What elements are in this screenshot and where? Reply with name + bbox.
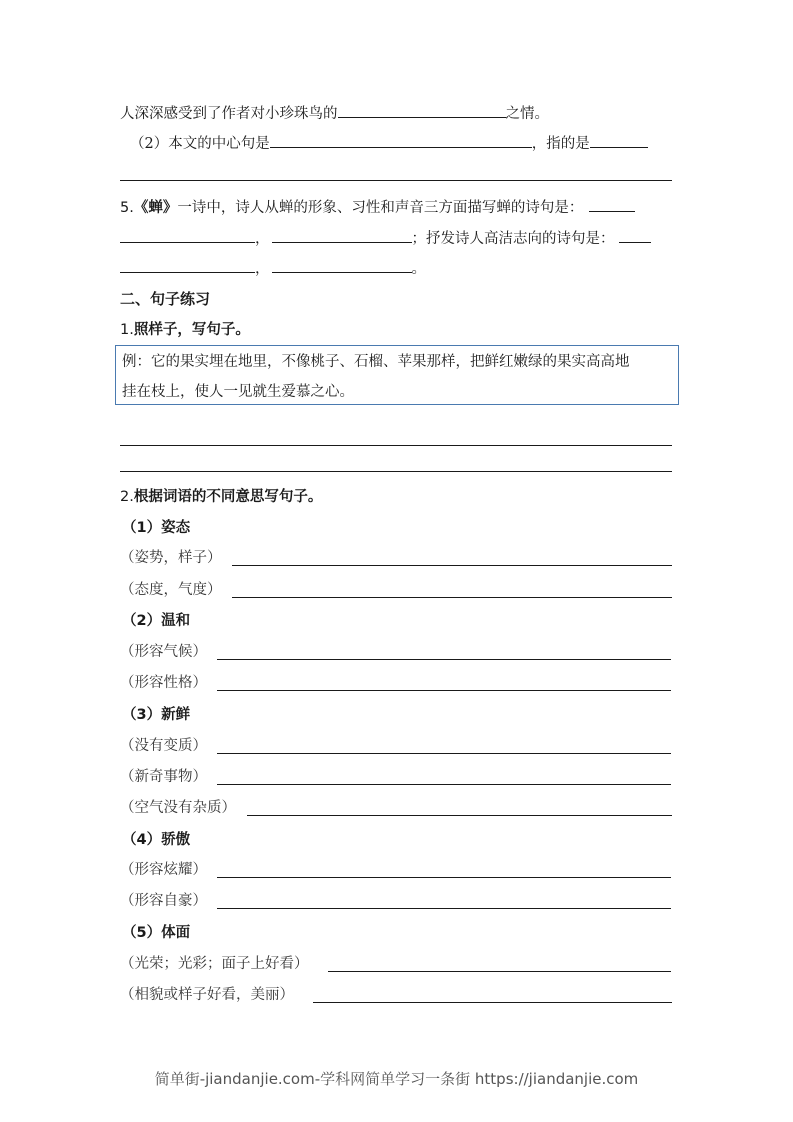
meaning-label: （相貌或样子好看，美丽） <box>120 987 294 1003</box>
answer-line[interactable] <box>217 690 671 691</box>
task2-heading <box>120 487 322 507</box>
comma: ， <box>255 231 270 247</box>
answer-blank[interactable] <box>338 103 506 118</box>
answer-blank[interactable] <box>120 258 255 273</box>
meaning-label: （形容自豪） <box>120 893 207 909</box>
answer-line[interactable] <box>120 471 672 472</box>
q4-line1-prefix: 人深深感受到了作者对小珍珠鸟的 <box>120 106 338 122</box>
answer-blank[interactable] <box>590 133 648 148</box>
answer-line[interactable] <box>217 908 671 909</box>
meaning-label: （空气没有杂质） <box>120 800 236 816</box>
example-line2: 挂在枝上，使人一见就生爱慕之心。 <box>122 384 354 400</box>
task1-heading <box>120 320 250 340</box>
q5-number: 5. <box>120 200 134 216</box>
answer-line[interactable] <box>313 1002 672 1003</box>
meaning-label: （形容性格） <box>120 675 207 691</box>
answer-line[interactable] <box>217 659 671 660</box>
answer-line[interactable] <box>217 753 671 754</box>
group-heading: （2）温和 <box>122 613 191 629</box>
answer-blank[interactable] <box>270 133 532 148</box>
example-box <box>115 345 679 405</box>
section-heading: 二、句子练习 <box>120 290 211 308</box>
q5-line2-text: ；抒发诗人高洁志向的诗句是： <box>411 231 615 247</box>
answer-blank[interactable] <box>272 258 412 273</box>
meaning-label: （姿势，样子） <box>120 550 222 566</box>
answer-line[interactable] <box>120 180 672 181</box>
answer-blank[interactable] <box>272 228 412 243</box>
task2-title: 根据词语的不同意思写句子。 <box>133 489 323 505</box>
answer-line[interactable] <box>232 565 672 566</box>
q4-line1-suffix: 之情。 <box>505 106 549 122</box>
q5-line2 <box>120 228 651 249</box>
answer-line[interactable] <box>217 877 671 878</box>
answer-line[interactable] <box>120 445 672 446</box>
meaning-label: （形容炫耀） <box>120 862 207 878</box>
q5-line3 <box>120 258 426 279</box>
answer-blank[interactable] <box>589 197 635 212</box>
answer-line[interactable] <box>232 597 672 598</box>
group-heading: （5）体面 <box>122 925 191 941</box>
answer-blank[interactable] <box>120 228 255 243</box>
comma: ， <box>255 261 270 277</box>
meaning-label: （态度，气度） <box>120 582 222 598</box>
group-heading: （3）新鲜 <box>122 707 191 723</box>
group-heading: （1）姿态 <box>122 520 191 536</box>
group-heading: （4）骄傲 <box>122 832 191 848</box>
q4-line1 <box>120 103 549 124</box>
meaning-label: （形容气候） <box>120 644 207 660</box>
answer-line[interactable] <box>328 971 671 972</box>
answer-line[interactable] <box>247 815 672 816</box>
q4-sub2 <box>130 133 648 154</box>
task2-number: 2. <box>120 489 134 505</box>
meaning-label: （光荣；光彩；面子上好看） <box>120 956 309 972</box>
footer-watermark: 简单街-jiandanjie.com-学科网简单学习一条街 https://jiandanjie.com <box>154 1070 639 1088</box>
q5-title: 《蝉》 <box>133 200 178 216</box>
q5-text: 一诗中，诗人从蝉的形象、习性和声音三方面描写蝉的诗句是： <box>177 200 584 216</box>
q4-sub2-middle: ，指的是 <box>531 136 590 152</box>
task1-number: 1. <box>120 322 134 338</box>
meaning-label: （新奇事物） <box>120 769 207 785</box>
task1-title: 照样子，写句子。 <box>133 322 250 338</box>
q4-sub2-prefix: （2）本文的中心句是 <box>130 136 270 152</box>
answer-line[interactable] <box>217 784 671 785</box>
period: 。 <box>411 261 426 277</box>
example-line1: 例：它的果实埋在地里，不像桃子、石榴、苹果那样，把鲜红嫩绿的果实高高地 <box>122 354 630 370</box>
answer-blank[interactable] <box>619 228 651 243</box>
meaning-label: （没有变质） <box>120 738 207 754</box>
q5-line1 <box>120 197 635 218</box>
